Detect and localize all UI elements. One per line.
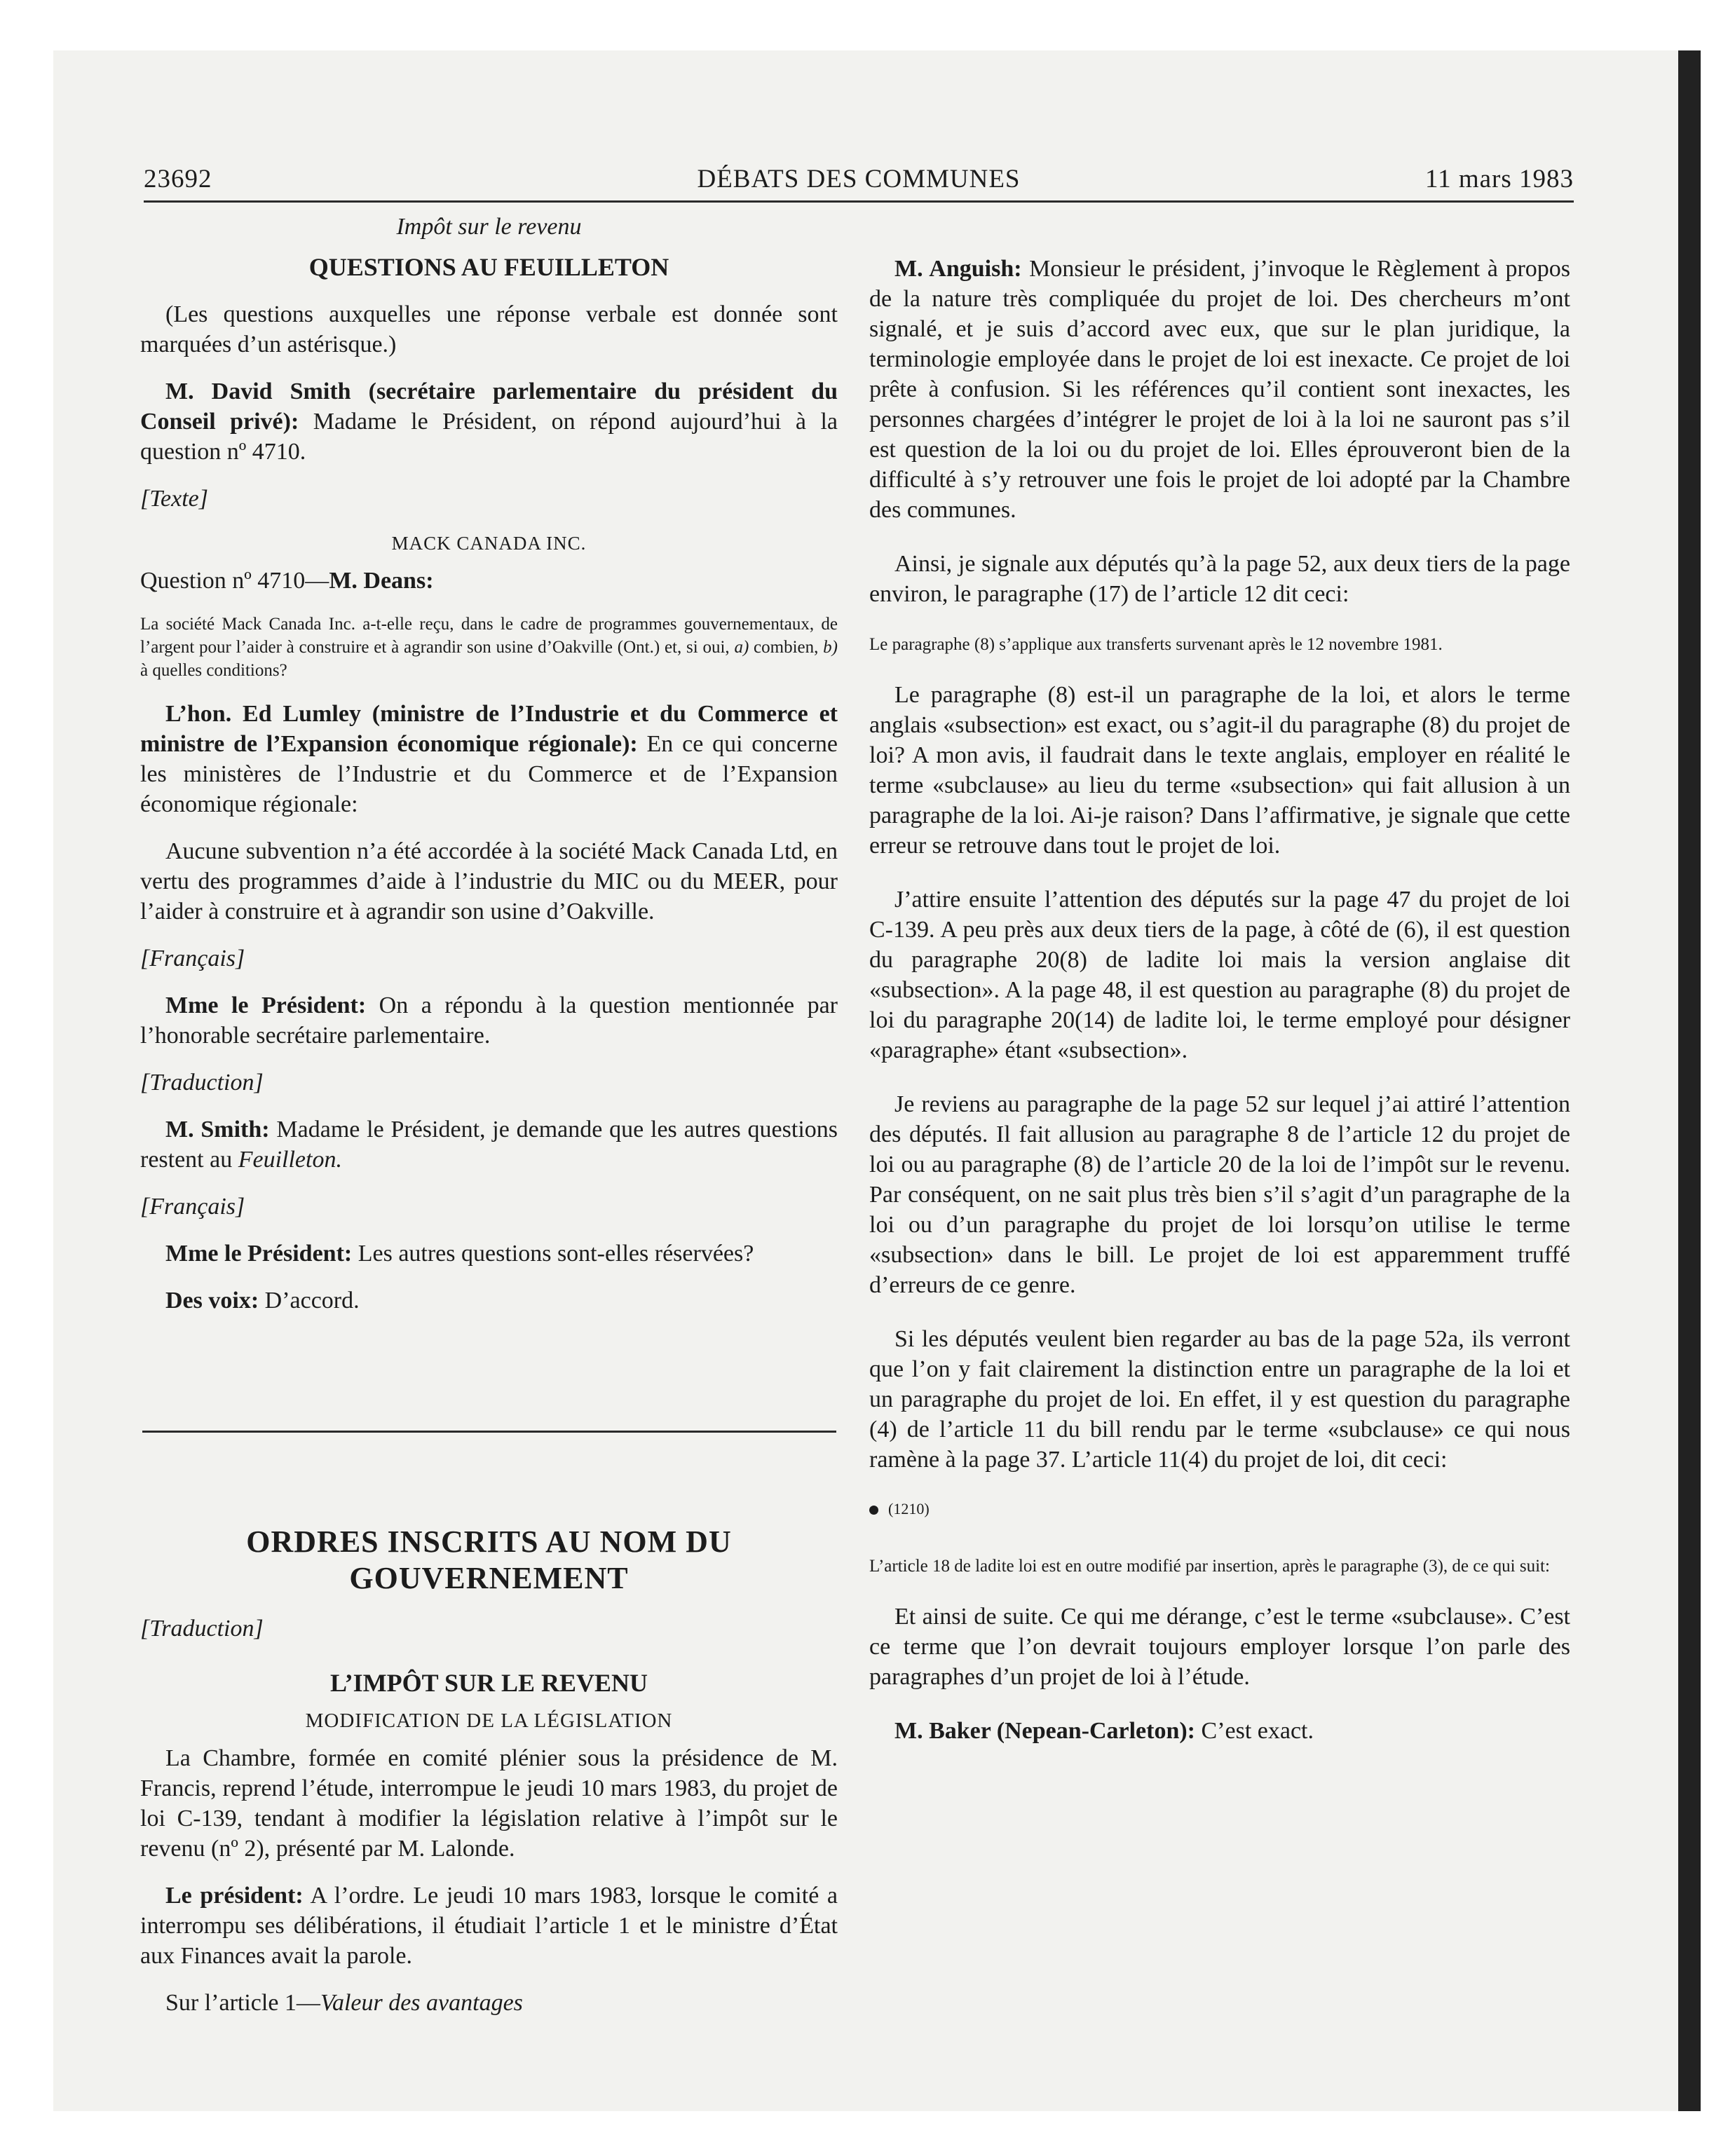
timestamp: (1210) xyxy=(869,1499,1570,1520)
president-paragraph: Le président: A l’ordre. Le jeudi 10 mars 1983, lorsque le comité a interrompu ses délibérations, il étudiait l’article 1 et le ministre d’État aux Finances avait la parole. xyxy=(140,1883,838,1969)
publication-title: DÉBATS DES COMMUNES xyxy=(697,165,1021,193)
speaker-name: Des voix: xyxy=(165,1288,259,1314)
traduction-label: [Traduction] xyxy=(140,1070,264,1096)
mme-president-paragraph: Mme le Président: On a répondu à la question mentionnée par l’honorable secrétaire parlementaire. xyxy=(140,992,838,1049)
speaker-name: Mme le Président: xyxy=(165,992,367,1018)
speaker-name: M. Anguish: xyxy=(894,256,1022,282)
left-column xyxy=(140,212,838,2018)
intro-paragraph: (Les questions auxquelles une réponse verbale est donnée sont marquées d’un astérisque.) xyxy=(140,301,838,357)
section-title: QUESTIONS AU FEUILLETON xyxy=(308,253,669,281)
modification-title: MODIFICATION DE LA LÉGISLATION xyxy=(305,1710,673,1732)
si-paragraph: Si les députés veulent bien regarder au bas de la page 52a, ils verront que l’on y fait clairement la distinction entre un paragraphe de la loi et un paragraphe du projet de loi. En effet, il y est question du paragraphe (4) de l’article 11 du bill rendu par le terme «subclause» ce qui nous ramène à la page 37. L’article 11(4) du projet de loi, dit ceci: xyxy=(869,1326,1570,1473)
francais-label: [Français] xyxy=(140,1194,245,1220)
question-text: La société Mack Canada Inc. a-t-elle reçu, dans le cadre de programmes gouvernementaux, de l’argent pour l’aider à construire et à agrandir son usine d’Oakville (Ont.) et, si oui, a) combien, b) à quelles conditions? xyxy=(140,615,838,680)
voix-paragraph: Des voix: D’accord. xyxy=(165,1288,360,1314)
bullet-icon xyxy=(869,1506,878,1515)
chambre-paragraph: La Chambre, formée en comité plénier sous la présidence de M. Francis, reprend l’étude, interrompue le jeudi 10 mars 1983, du projet de loi C-139, tendant à modifier la législation relative à l’impôt sur le revenu (nº 2), présenté par M. Lalonde. xyxy=(140,1745,838,1862)
ordres-title-line-1: ORDRES INSCRITS AU NOM DU xyxy=(246,1524,732,1559)
quote-paragraph: L’article 18 de ladite loi est en outre modifié par insertion, après le paragraphe (3), de ce qui suit: xyxy=(869,1557,1550,1576)
suite-paragraph: Et ainsi de suite. Ce qui me dérange, c’est le terme «subclause». C’est ce terme que l’on devrait toujours employer lorsque l’on parle des paragraphes d’un projet de loi à l’étude. xyxy=(869,1604,1570,1690)
reviens-paragraph: Je reviens au paragraphe de la page 52 sur lequel j’ai attiré l’attention des députés. Il fait allusion au paragraphe 8 de l’article 12 du projet de loi ou au paragraphe (8) de l’article 20 de la loi de l’impôt sur le revenu. Par conséquent, on ne sait plus très bien s’il s’agit d’un paragraphe de la loi ou d’un paragraphe du projet de loi lorsqu’on utilise le terme «subsection» dans le bill. Le projet de loi est apparemment truffé d’erreurs de ce genre. xyxy=(869,1091,1570,1298)
speaker-name: M. Smith: xyxy=(165,1117,270,1142)
article-heading: Sur l’article 1—Valeur des avantages xyxy=(165,1990,523,2016)
speaker-name: Le président: xyxy=(165,1883,304,1909)
page-header xyxy=(144,158,1574,203)
mack-heading: MACK CANADA INC. xyxy=(391,533,587,554)
speaker-name: L’hon. Ed Lumley (ministre de l’Industrie et du Commerce et ministre de l’Expansion économique régionale): xyxy=(140,701,838,757)
mme-president-paragraph: Mme le Président: Les autres questions sont-elles réservées? xyxy=(165,1241,754,1267)
ordres-title-line-2: GOUVERNEMENT xyxy=(349,1561,629,1595)
traduction-label: [Traduction] xyxy=(140,1616,264,1642)
anguish-paragraph: M. Anguish: Monsieur le président, j’invoque le Règlement à propos de la nature très compliquée du projet de loi. Des chercheurs m’ont signalé, et je suis d’accord avec eux, que sur le plan juridique, la terminologie employée dans le projet de loi est inexacte. Ce projet de loi prête à confusion. Si les références qu’il contient sont inexactes, les personnes chargées d’intégrer le projet de loi à la loi ne sauront pas s’il est question de la loi ou du projet de loi. Elles éprouveront bien de la difficulté à s’y retrouver une fois le projet de loi adopté par la Chambre des communes. xyxy=(869,256,1570,523)
speaker-name: M. David Smith (secrétaire parlementaire du président du Conseil privé): xyxy=(140,378,838,435)
paragraph-8-discussion: Le paragraphe (8) est-il un paragraphe de la loi, et alors le terme anglais «subsection» est exact, ou s’agit-il du paragraphe (8) du projet de loi? A mon avis, il faudrait dans le texte anglais, employer en réalité le terme «subclause» au lieu du terme «subsection» qui fait allusion à un paragraphe de la loi. Ai-je raison? Dans l’affirmative, je signale que cette erreur se retrouve dans tout le projet de loi. xyxy=(869,682,1570,859)
quote-paragraph: Le paragraphe (8) s’applique aux transferts survenant après le 12 novembre 1981. xyxy=(869,635,1443,654)
page-date: 11 mars 1983 xyxy=(1424,165,1574,193)
topic-heading: Impôt sur le revenu xyxy=(396,214,582,240)
scan-edge xyxy=(1678,50,1701,2111)
impot-title: L’IMPÔT SUR LE REVENU xyxy=(329,1669,648,1697)
francais-label: [Français] xyxy=(140,946,245,971)
right-column xyxy=(869,212,1570,1746)
question-heading: Question nº 4710—M. Deans: xyxy=(140,568,434,594)
ainsi-paragraph: Ainsi, je signale aux députés qu’à la page 52, aux deux tiers de la page environ, le paragraphe (17) de l’article 12 dit ceci: xyxy=(869,551,1570,607)
lumley-paragraph: L’hon. Ed Lumley (ministre de l’Industrie et du Commerce et ministre de l’Expansion économique régionale): En ce qui concerne les ministères de l’Industrie et du Commerce et de l’Expansion économique régionale: xyxy=(140,701,838,817)
smith-paragraph: M. David Smith (secrétaire parlementaire du président du Conseil privé): Madame le Président, on répond aujourd’hui à la question nº 4710. xyxy=(140,378,838,465)
speaker-name: M. Deans: xyxy=(329,568,434,594)
smith-request-paragraph: M. Smith: Madame le Président, je demande que les autres questions restent au Feuilleton. xyxy=(140,1117,838,1173)
speaker-name: M. Baker (Nepean-Carleton): xyxy=(894,1718,1196,1744)
answer-paragraph: Aucune subvention n’a été accordée à la société Mack Canada Ltd, en vertu des programmes d’aide à l’industrie du MIC ou du MEER, pour l’aider à construire et à agrandir son usine d’Oakville. xyxy=(140,838,838,925)
page-number: 23692 xyxy=(144,165,212,193)
texte-label: [Texte] xyxy=(140,486,208,512)
attire-paragraph: J’attire ensuite l’attention des députés sur la page 47 du projet de loi C-139. A peu près aux deux tiers de la page, à côté de (6), il est question du paragraphe 20(8) de ladite loi mais la version anglaise dit «subsection». A la page 48, il est question au paragraphe (8) du projet de loi du paragraphe 20(14) de ladite loi, le terme employé pour désigner «paragraphe» étant «subsection». xyxy=(869,887,1570,1063)
speaker-name: Mme le Président: xyxy=(165,1241,353,1267)
baker-paragraph: M. Baker (Nepean-Carleton): C’est exact. xyxy=(894,1718,1314,1744)
